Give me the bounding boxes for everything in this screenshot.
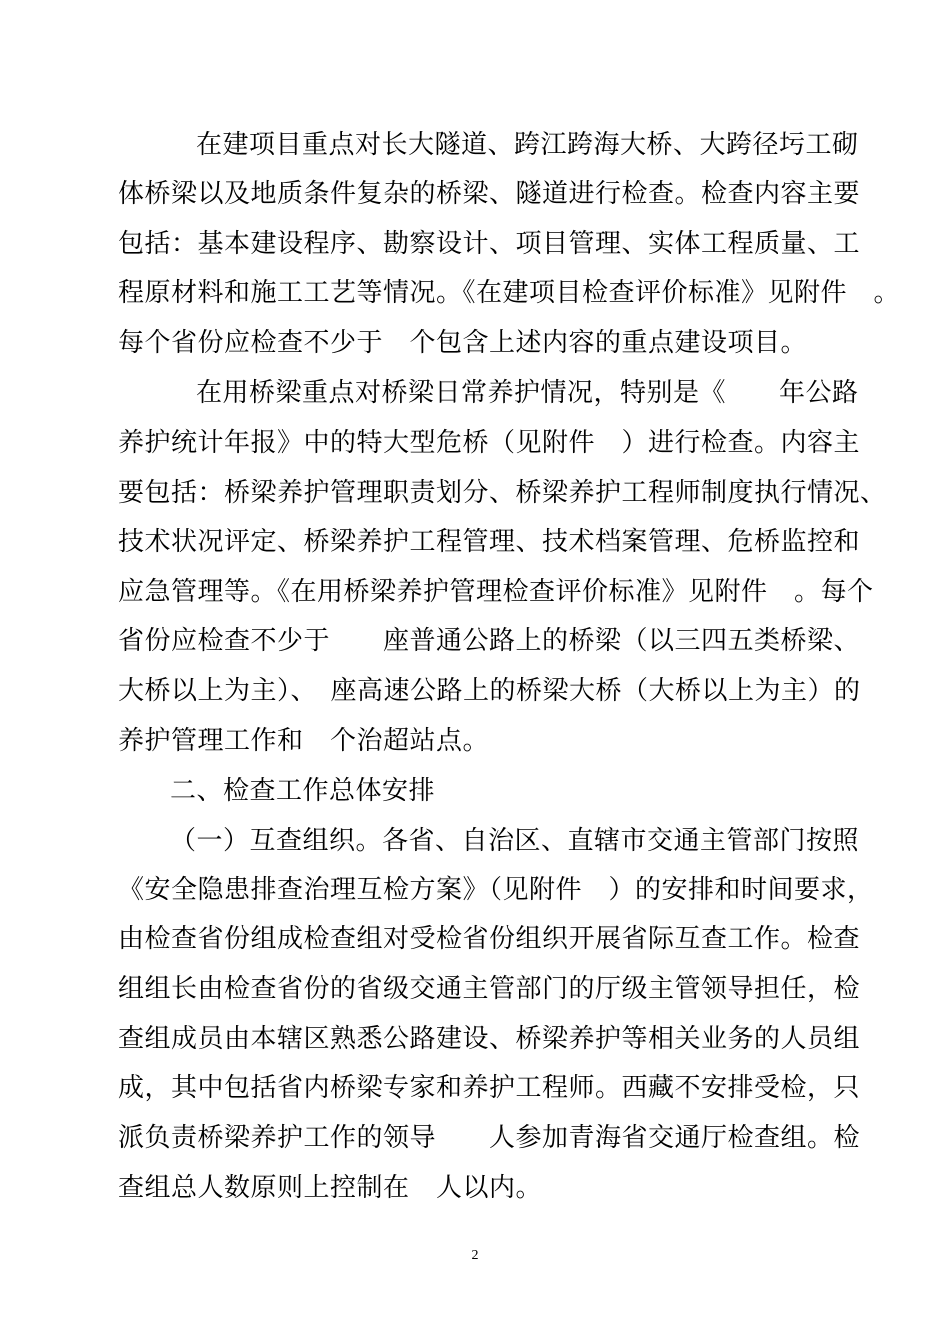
paragraph-1-line-4: 程原材料和施工工艺等情况。《在建项目检查评价标准》见附件 。	[118, 278, 901, 308]
paragraph-2-line-7: 大桥以上为主）、 座高速公路上的桥梁大桥（大桥以上为主）的	[118, 676, 861, 706]
paragraph-3-line-4: 组组长由检查省份的省级交通主管部门的厅级主管领导担任，检	[118, 974, 861, 1004]
page-number: 2	[471, 1248, 479, 1263]
paragraph-3-line-3: 由检查省份组成检查组对受检省份组织开展省际互查工作。检查	[118, 924, 861, 954]
paragraph-1-line-1: 在建项目重点对长大隧道、跨江跨海大桥、大跨径圬工砌	[196, 130, 859, 160]
paragraph-3-line-5: 查组成员由本辖区熟悉公路建设、桥梁养护等相关业务的人员组	[118, 1024, 861, 1054]
paragraph-3-line-2: 《安全隐患排查治理互检方案》（见附件 ）的安排和时间要求，	[118, 875, 874, 905]
paragraph-2-line-3: 要包括：桥梁养护管理职责划分、桥梁养护工程师制度执行情况、	[118, 478, 887, 508]
paragraph-1-line-2: 体桥梁以及地质条件复杂的桥梁、隧道进行检查。检查内容主要	[118, 179, 861, 209]
paragraph-2-line-6: 省份应检查不少于 座普通公路上的桥梁（以三四五类桥梁、	[118, 626, 861, 656]
section-heading: 二、检查工作总体安排	[170, 776, 436, 806]
paragraph-3-line-7: 派负责桥梁养护工作的领导 人参加青海省交通厅检查组。检	[118, 1123, 861, 1153]
paragraph-3-line-1: （一）互查组织。各省、自治区、直辖市交通主管部门按照	[170, 826, 860, 856]
paragraph-2-line-4: 技术状况评定、桥梁养护工程管理、技术档案管理、危桥监控和	[118, 527, 861, 557]
paragraph-2-line-8: 养护管理工作和 个治超站点。	[118, 726, 490, 756]
paragraph-2-line-5: 应急管理等。《在用桥梁养护管理检查评价标准》见附件 。每个	[118, 577, 874, 607]
paragraph-2-line-1: 在用桥梁重点对桥梁日常养护情况，特别是《 年公路	[196, 378, 859, 408]
paragraph-3-line-8: 查组总人数原则上控制在 人以内。	[118, 1173, 543, 1203]
paragraph-2-line-2: 养护统计年报》中的特大型危桥（见附件 ）进行检查。内容主	[118, 428, 861, 458]
paragraph-1-line-3: 包括：基本建设程序、勘察设计、项目管理、实体工程质量、工	[118, 229, 861, 259]
paragraph-3-line-6: 成，其中包括省内桥梁专家和养护工程师。西藏不安排受检，只	[118, 1073, 861, 1103]
paragraph-1-line-5: 每个省份应检查不少于 个包含上述内容的重点建设项目。	[118, 328, 808, 358]
